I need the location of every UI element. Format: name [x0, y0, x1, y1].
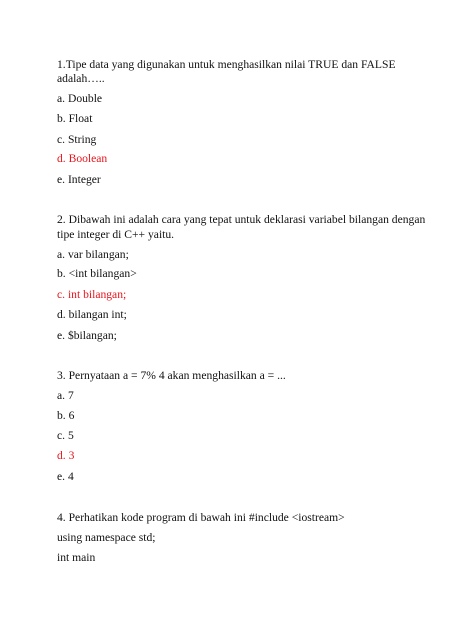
question-4-text: 4. Perhatikan kode program di bawah ini #include <iostream> — [57, 511, 345, 524]
question-1-option-e: e. Integer — [57, 173, 101, 186]
question-2-option-c-correct: c. int bilangan; — [57, 288, 127, 301]
question-3-option-b: b. 6 — [57, 409, 75, 422]
question-1-text-line-1: 1.Tipe data yang digunakan untuk menghasilkan nilai TRUE dan FALSE — [57, 58, 396, 71]
question-2-text-line-2: tipe integer di C++ yaitu. — [57, 228, 175, 241]
question-4-code-line-2: int main — [57, 551, 96, 564]
question-3-option-c: c. 5 — [57, 429, 74, 442]
question-3-option-d-correct: d. 3 — [57, 449, 75, 462]
question-1-text-line-2: adalah….. — [57, 72, 105, 85]
question-2-option-d: d. bilangan int; — [57, 308, 127, 321]
question-3-option-a: a. 7 — [57, 389, 74, 402]
question-2-option-e: e. $bilangan; — [57, 329, 117, 342]
question-1-option-a: a. Double — [57, 92, 103, 105]
question-2-option-a: a. var bilangan; — [57, 248, 129, 261]
question-3-option-e: e. 4 — [57, 470, 74, 483]
question-1-option-b: b. Float — [57, 112, 93, 125]
question-1-option-d-correct: d. Boolean — [57, 152, 108, 165]
question-1-option-c: c. String — [57, 133, 97, 146]
question-2-text-line-1: 2. Dibawah ini adalah cara yang tepat untuk deklarasi variabel bilangan dengan — [57, 213, 426, 226]
question-3-text: 3. Pernyataan a = 7% 4 akan menghasilkan a = ... — [57, 369, 286, 382]
question-4-code-line-1: using namespace std; — [57, 531, 156, 544]
question-2-option-b: b. <int bilangan> — [57, 267, 137, 280]
